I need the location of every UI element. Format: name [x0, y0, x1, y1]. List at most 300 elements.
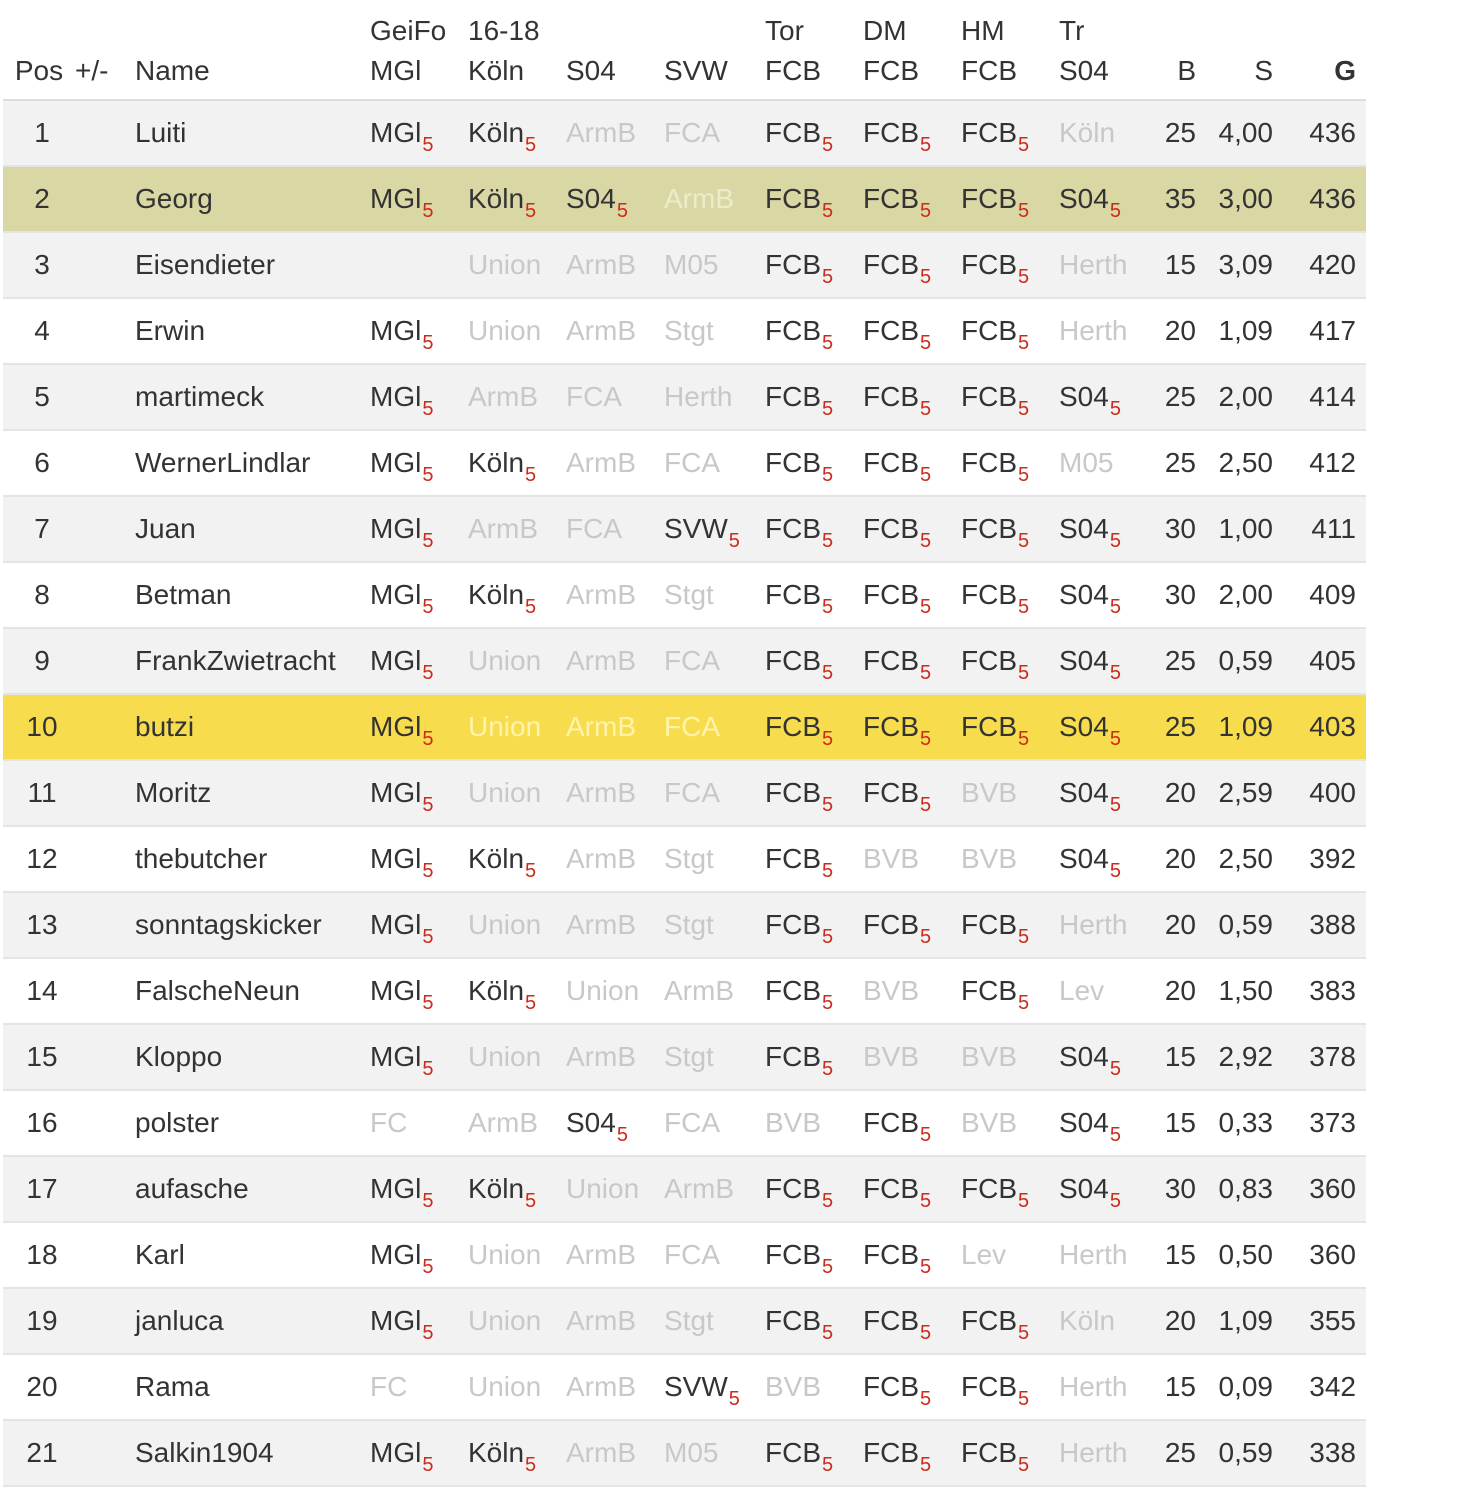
header-category-top: GeiFo [370, 15, 447, 46]
score-cell: 2,00 [1206, 562, 1283, 628]
table-row[interactable] [3, 430, 1366, 496]
position-cell: 15 [3, 1024, 75, 1090]
pick-cell [863, 562, 961, 628]
pick-team: S04 [1059, 381, 1109, 412]
pick-cell [370, 1156, 468, 1222]
pick-cell [961, 1090, 1059, 1156]
player-name[interactable]: Betman [135, 562, 370, 628]
score-cell: 0,83 [1206, 1156, 1283, 1222]
pick-team: Union [468, 711, 542, 742]
total-cell: 414 [1283, 364, 1366, 430]
pick-team: Herth [1059, 249, 1128, 280]
pick-cell [765, 1288, 863, 1354]
player-name[interactable]: Kloppo [135, 1024, 370, 1090]
pick-team: ArmB [468, 381, 538, 412]
change-cell [75, 298, 135, 364]
position-cell: 21 [3, 1420, 75, 1486]
score-cell: 0,33 [1206, 1090, 1283, 1156]
pick-cell [664, 1222, 765, 1288]
pick-points: 5 [525, 992, 537, 1014]
table-row[interactable] [3, 166, 1366, 232]
bonus-cell: 20 [1156, 760, 1206, 826]
pick-cell [863, 760, 961, 826]
header-category[interactable] [370, 0, 468, 100]
pick-team: ArmB [566, 1437, 636, 1468]
total-cell: 420 [1283, 232, 1366, 298]
pick-team: MGl [370, 1041, 422, 1072]
score-cell: 1,09 [1206, 298, 1283, 364]
pick-points: 5 [822, 1454, 834, 1476]
pick-points: 5 [422, 926, 434, 948]
pick-points: 5 [525, 1454, 537, 1476]
pick-cell [566, 826, 664, 892]
table-row[interactable] [3, 958, 1366, 1024]
pick-team: S04 [1059, 183, 1109, 214]
standings-table [3, 0, 1366, 1487]
score-cell: 2,50 [1206, 430, 1283, 496]
pick-team: FCB [765, 579, 821, 610]
pick-team: Köln [468, 579, 525, 610]
pick-team: ArmB [664, 975, 734, 1006]
pick-team: BVB [765, 1107, 822, 1138]
total-cell: 383 [1283, 958, 1366, 1024]
table-row[interactable] [3, 826, 1366, 892]
player-name[interactable]: polster [135, 1090, 370, 1156]
change-cell [75, 1156, 135, 1222]
position-cell: 16 [3, 1090, 75, 1156]
pick-team: ArmB [566, 1305, 636, 1336]
pick-team: Union [468, 1305, 542, 1336]
pick-points: 5 [920, 662, 932, 684]
table-row[interactable] [3, 694, 1366, 760]
pick-cell [765, 364, 863, 430]
pick-team: FCB [961, 1305, 1017, 1336]
table-row[interactable] [3, 364, 1366, 430]
pick-team: M05 [664, 249, 719, 280]
pick-team: ArmB [566, 249, 636, 280]
pick-cell [863, 232, 961, 298]
table-row[interactable] [3, 628, 1366, 694]
player-name[interactable]: Salkin1904 [135, 1420, 370, 1486]
player-name[interactable]: Eisendieter [135, 232, 370, 298]
pick-cell [566, 1156, 664, 1222]
pick-cell [370, 760, 468, 826]
pick-cell [370, 496, 468, 562]
pick-points: 5 [1018, 926, 1030, 948]
bonus-cell: 25 [1156, 694, 1206, 760]
pick-cell [863, 100, 961, 166]
header-b[interactable]: B [1156, 0, 1206, 100]
score-cell: 2,59 [1206, 760, 1283, 826]
pick-team: S04 [1059, 777, 1109, 808]
pick-cell [961, 298, 1059, 364]
change-cell [75, 628, 135, 694]
pick-team: FCA [566, 513, 622, 544]
position-cell: 18 [3, 1222, 75, 1288]
pick-team: Union [468, 1371, 542, 1402]
pick-team: MGl [370, 711, 422, 742]
total-cell: 409 [1283, 562, 1366, 628]
pick-team: MGl [370, 909, 422, 940]
pick-cell [566, 1420, 664, 1486]
pick-cell [566, 496, 664, 562]
header-change[interactable]: +/- [75, 0, 135, 100]
pick-points: 5 [822, 464, 834, 486]
pick-team: FCB [863, 447, 919, 478]
pick-team: S04 [1059, 1107, 1109, 1138]
pick-points: 5 [525, 200, 537, 222]
pick-cell [664, 166, 765, 232]
position-cell: 6 [3, 430, 75, 496]
player-name[interactable]: Karl [135, 1222, 370, 1288]
pick-team: FCB [765, 1305, 821, 1336]
pick-team: FCB [765, 315, 821, 346]
pick-team: FCB [765, 447, 821, 478]
pick-team: Union [468, 777, 542, 808]
pick-cell [863, 430, 961, 496]
player-name[interactable]: FalscheNeun [135, 958, 370, 1024]
table-row[interactable] [3, 1288, 1366, 1354]
pick-cell [765, 496, 863, 562]
pick-cell [765, 1156, 863, 1222]
pick-cell [468, 1024, 566, 1090]
position-cell: 2 [3, 166, 75, 232]
pick-cell [370, 232, 468, 298]
total-cell: 436 [1283, 166, 1366, 232]
pick-cell [468, 892, 566, 958]
pick-cell [1059, 364, 1156, 430]
pick-team: ArmB [566, 117, 636, 148]
change-cell [75, 562, 135, 628]
pick-points: 5 [920, 1190, 932, 1212]
pick-points: 5 [920, 398, 932, 420]
pick-points: 5 [1018, 398, 1030, 420]
pick-team: FCA [566, 381, 622, 412]
pick-cell [370, 694, 468, 760]
table-row[interactable] [3, 1090, 1366, 1156]
bonus-cell: 20 [1156, 892, 1206, 958]
pick-team: FCA [664, 1239, 720, 1270]
pick-team: ArmB [566, 1239, 636, 1270]
pick-team: MGl [370, 975, 422, 1006]
pick-team: Köln [468, 1173, 525, 1204]
pick-points: 5 [1109, 530, 1121, 552]
pick-cell [1059, 958, 1156, 1024]
pick-cell [370, 892, 468, 958]
pick-points: 5 [920, 332, 932, 354]
pick-points: 5 [1018, 1190, 1030, 1212]
player-name[interactable]: Juan [135, 496, 370, 562]
pick-cell [961, 1024, 1059, 1090]
pick-points: 5 [525, 860, 537, 882]
change-cell [75, 1288, 135, 1354]
pick-points: 5 [1018, 992, 1030, 1014]
pick-team: FCB [863, 579, 919, 610]
pick-team: FCB [961, 1437, 1017, 1468]
score-cell: 0,59 [1206, 628, 1283, 694]
pick-points: 5 [525, 134, 537, 156]
pick-cell [566, 1090, 664, 1156]
pick-team: FCB [765, 381, 821, 412]
pick-team: Köln [468, 843, 525, 874]
pick-points: 5 [920, 1124, 932, 1146]
header-category[interactable] [765, 0, 863, 100]
pick-team: S04 [1059, 1041, 1109, 1072]
pick-cell [664, 1288, 765, 1354]
total-cell: 417 [1283, 298, 1366, 364]
pick-team: MGl [370, 1239, 422, 1270]
pick-cell [961, 430, 1059, 496]
bonus-cell: 15 [1156, 1090, 1206, 1156]
pick-cell [1059, 892, 1156, 958]
header-category[interactable] [664, 0, 765, 100]
table-row[interactable] [3, 100, 1366, 166]
pick-points: 5 [822, 1322, 834, 1344]
pick-cell [370, 430, 468, 496]
table-row[interactable] [3, 1156, 1366, 1222]
player-name[interactable]: janluca [135, 1288, 370, 1354]
total-cell: 403 [1283, 694, 1366, 760]
pick-cell [863, 826, 961, 892]
player-name[interactable]: butzi [135, 694, 370, 760]
pick-team: FCB [765, 909, 821, 940]
pick-team: SVW [664, 513, 728, 544]
pick-cell [1059, 826, 1156, 892]
pick-team: Union [468, 1041, 542, 1072]
header-category[interactable] [863, 0, 961, 100]
pick-cell [961, 826, 1059, 892]
pick-team: Union [468, 1239, 542, 1270]
change-cell [75, 1090, 135, 1156]
pick-cell [863, 628, 961, 694]
pick-team: FC [370, 1371, 408, 1402]
pick-points: 5 [422, 596, 434, 618]
pick-cell [1059, 1024, 1156, 1090]
pick-points: 5 [822, 266, 834, 288]
change-cell [75, 232, 135, 298]
pick-team: FCB [961, 513, 1017, 544]
pick-team: MGl [370, 579, 422, 610]
player-name[interactable]: Rama [135, 1354, 370, 1420]
pick-points: 5 [920, 1388, 932, 1410]
table-row[interactable] [3, 892, 1366, 958]
position-cell: 14 [3, 958, 75, 1024]
pick-cell [863, 892, 961, 958]
header-s[interactable]: S [1206, 0, 1283, 100]
table-row[interactable] [3, 496, 1366, 562]
position-cell: 5 [3, 364, 75, 430]
total-cell: 412 [1283, 430, 1366, 496]
pick-points: 5 [422, 398, 434, 420]
pick-points: 5 [422, 860, 434, 882]
pick-team: ArmB [566, 579, 636, 610]
pick-cell [370, 1222, 468, 1288]
pick-points: 5 [822, 596, 834, 618]
pick-team: BVB [961, 1041, 1018, 1072]
pick-team: S04 [566, 1107, 616, 1138]
pick-cell [1059, 1354, 1156, 1420]
pick-cell [468, 1420, 566, 1486]
pick-team: BVB [863, 1041, 920, 1072]
pick-cell [1059, 1222, 1156, 1288]
player-name[interactable]: Moritz [135, 760, 370, 826]
pick-team: FCB [765, 777, 821, 808]
pick-cell [961, 892, 1059, 958]
header-name[interactable]: Name [135, 0, 370, 100]
pick-team: Stgt [664, 1305, 714, 1336]
pick-cell [1059, 628, 1156, 694]
score-cell: 2,00 [1206, 364, 1283, 430]
pick-points: 5 [920, 1322, 932, 1344]
table-row[interactable] [3, 760, 1366, 826]
pick-team: FCB [765, 1239, 821, 1270]
pick-points: 5 [728, 1388, 740, 1410]
header-pos[interactable]: Pos [3, 0, 75, 100]
pick-cell [765, 1420, 863, 1486]
pick-points: 5 [1018, 530, 1030, 552]
pick-cell [566, 364, 664, 430]
player-name[interactable]: aufasche [135, 1156, 370, 1222]
pick-cell [1059, 166, 1156, 232]
header-category[interactable] [961, 0, 1059, 100]
player-name[interactable]: Georg [135, 166, 370, 232]
pick-cell [765, 562, 863, 628]
pick-cell [468, 166, 566, 232]
header-g[interactable]: G [1283, 0, 1366, 100]
pick-team: FCB [961, 645, 1017, 676]
pick-team: ArmB [468, 513, 538, 544]
pick-cell [370, 1420, 468, 1486]
position-cell: 9 [3, 628, 75, 694]
position-cell: 3 [3, 232, 75, 298]
player-name[interactable]: sonntagskicker [135, 892, 370, 958]
pick-cell [664, 628, 765, 694]
total-cell: 411 [1283, 496, 1366, 562]
pick-points: 5 [1109, 860, 1121, 882]
pick-cell [664, 1156, 765, 1222]
change-cell [75, 100, 135, 166]
pick-team: FCB [863, 1107, 919, 1138]
pick-points: 5 [422, 662, 434, 684]
pick-team: FCB [863, 1173, 919, 1204]
pick-cell [1059, 232, 1156, 298]
pick-cell [664, 298, 765, 364]
table-row[interactable] [3, 1222, 1366, 1288]
score-cell: 0,09 [1206, 1354, 1283, 1420]
pick-points: 5 [1018, 134, 1030, 156]
bonus-cell: 20 [1156, 298, 1206, 364]
pick-points: 5 [422, 794, 434, 816]
pick-team: MGl [370, 117, 422, 148]
pick-cell [1059, 1156, 1156, 1222]
pick-points: 5 [1018, 662, 1030, 684]
position-cell: 8 [3, 562, 75, 628]
player-name[interactable]: thebutcher [135, 826, 370, 892]
position-cell: 7 [3, 496, 75, 562]
pick-team: S04 [1059, 513, 1109, 544]
pick-cell [961, 694, 1059, 760]
pick-points: 5 [920, 1256, 932, 1278]
player-name[interactable]: Erwin [135, 298, 370, 364]
player-name[interactable]: Luiti [135, 100, 370, 166]
pick-team: S04 [1059, 645, 1109, 676]
position-cell: 13 [3, 892, 75, 958]
pick-cell [961, 232, 1059, 298]
pick-cell [961, 958, 1059, 1024]
player-name[interactable]: martimeck [135, 364, 370, 430]
pick-team: FCB [765, 183, 821, 214]
bonus-cell: 20 [1156, 1288, 1206, 1354]
pick-cell [961, 760, 1059, 826]
total-cell: 342 [1283, 1354, 1366, 1420]
change-cell [75, 364, 135, 430]
pick-team: FCB [863, 117, 919, 148]
pick-team: FCA [664, 777, 720, 808]
pick-team: ArmB [566, 315, 636, 346]
pick-cell [664, 1090, 765, 1156]
pick-cell [863, 496, 961, 562]
pick-team: Herth [1059, 909, 1128, 940]
pick-team: Union [468, 249, 542, 280]
pick-cell [863, 166, 961, 232]
table-row[interactable] [3, 1354, 1366, 1420]
pick-team: FCB [863, 1239, 919, 1270]
pick-cell [370, 364, 468, 430]
pick-team: ArmB [566, 1041, 636, 1072]
table-row[interactable] [3, 1420, 1366, 1486]
table-row[interactable] [3, 298, 1366, 364]
score-cell: 3,00 [1206, 166, 1283, 232]
change-cell [75, 166, 135, 232]
pick-points: 5 [822, 134, 834, 156]
pick-points: 5 [1109, 662, 1121, 684]
pick-points: 5 [920, 728, 932, 750]
pick-cell [664, 100, 765, 166]
player-name[interactable]: FrankZwietracht [135, 628, 370, 694]
pick-points: 5 [422, 134, 434, 156]
header-category[interactable] [566, 0, 664, 100]
pick-points: 5 [1018, 200, 1030, 222]
pick-team: Union [566, 975, 640, 1006]
pick-team: FCB [961, 447, 1017, 478]
table-row[interactable] [3, 1024, 1366, 1090]
header-category[interactable] [1059, 0, 1156, 100]
table-row[interactable] [3, 562, 1366, 628]
bonus-cell: 20 [1156, 826, 1206, 892]
pick-cell [863, 1090, 961, 1156]
pick-team: ArmB [566, 711, 636, 742]
pick-team: FCA [664, 711, 720, 742]
pick-cell [863, 694, 961, 760]
pick-team: Union [468, 909, 542, 940]
pick-points: 5 [422, 1454, 434, 1476]
pick-team: FCB [863, 381, 919, 412]
pick-points: 5 [1018, 266, 1030, 288]
header-category-top: Tr [1059, 15, 1085, 46]
player-name[interactable]: WernerLindlar [135, 430, 370, 496]
pick-cell [370, 100, 468, 166]
pick-cell [765, 892, 863, 958]
pick-cell [1059, 562, 1156, 628]
table-row[interactable] [3, 232, 1366, 298]
pick-points: 5 [525, 596, 537, 618]
pick-cell [765, 628, 863, 694]
change-cell [75, 1420, 135, 1486]
header-category[interactable] [468, 0, 566, 100]
pick-cell [468, 1156, 566, 1222]
pick-points: 5 [728, 530, 740, 552]
pick-team: FCB [961, 1173, 1017, 1204]
